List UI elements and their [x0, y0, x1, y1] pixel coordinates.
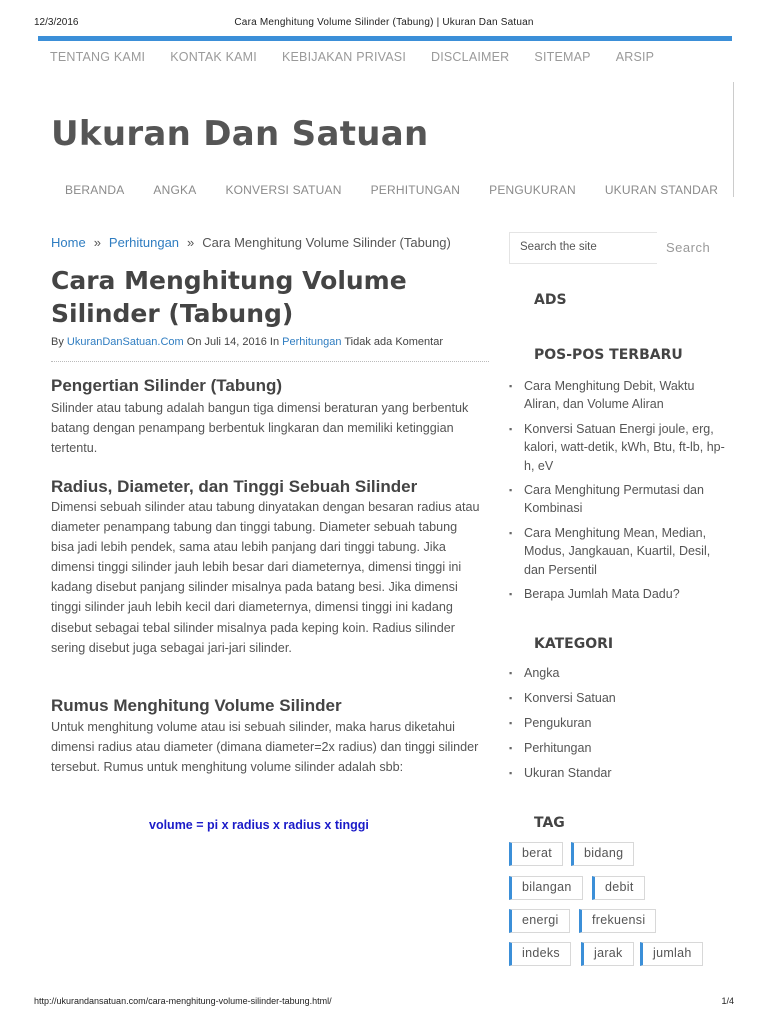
kategori-item[interactable]: ▪ Angka	[509, 664, 729, 682]
recent-post-item[interactable]: ▪ Berapa Jumlah Mata Dadu?	[509, 585, 729, 603]
mainnav-konversi-satuan[interactable]: KONVERSI SATUAN	[225, 183, 342, 197]
tag-item[interactable]: frekuensi	[579, 909, 656, 933]
mainnav-ukuran-standar[interactable]: UKURAN STANDAR	[604, 183, 719, 197]
print-page-title: Cara Menghitung Volume Silinder (Tabung) | Ukuran Dan Satuan	[234, 17, 534, 28]
tag-item[interactable]: jarak	[581, 942, 634, 966]
search-box	[509, 232, 657, 264]
mainnav-beranda[interactable]: BERANDA	[65, 183, 125, 197]
topnav-arsip[interactable]: ARSIP	[615, 50, 655, 64]
breadcrumb-category[interactable]: Perhitungan	[108, 235, 180, 250]
search-input[interactable]	[520, 241, 650, 253]
recent-posts-title: POS-POS TERBARU	[534, 347, 683, 363]
post-title: Cara Menghitung Volume Silinder (Tabung)	[51, 266, 407, 328]
top-nav	[50, 50, 679, 64]
meta-divider	[51, 361, 489, 362]
tag-item[interactable]: indeks	[509, 942, 571, 966]
tag-item[interactable]: energi	[509, 909, 570, 933]
site-title[interactable]: Ukuran Dan Satuan	[51, 114, 429, 154]
section-paragraph: Dimensi sebuah silinder atau tabung dinyatakan dengan besaran radius atau diameter penampang tabung dan tinggi tabung. Diameter sebuah tabung bisa jadi lebih pendek, sama atau lebih panjang dari tinggi tabung. Jika dimensi tinggi silinder jauh lebih besar dari diameternya, dimensi tinggi ini kadang disebut panjang silinder misalnya pada batang besi. Jika dimensi tinggi silinder jauh lebih kecil dari diameternya, dimensi tinggi ini kadang disebut sebagai tebal silinder misalnya pada keping koin. Radius silinder sering disebut juga sebagai jari-jari silinder.	[51, 500, 480, 655]
post-meta	[51, 336, 443, 348]
print-url: http://ukurandansatuan.com/cara-menghitung-volume-silinder-tabung.html/	[34, 996, 332, 1006]
topnav-disclaimer[interactable]: DISCLAIMER	[431, 50, 510, 64]
kategori-title: KATEGORI	[534, 636, 614, 652]
topnav-sitemap[interactable]: SITEMAP	[534, 50, 591, 64]
section-paragraph: Silinder atau tabung adalah bangun tiga dimensi beraturan yang berbentuk batang dengan penampang berbentuk lingkaran dan memiliki ketinggian tertentu.	[51, 401, 469, 456]
header-accent-bar	[38, 36, 732, 41]
tag-item[interactable]: debit	[592, 876, 645, 900]
tag-item[interactable]: bilangan	[509, 876, 583, 900]
mainnav-pengukuran[interactable]: PENGUKURAN	[489, 183, 576, 197]
tag-item[interactable]: bidang	[571, 842, 634, 866]
mainnav-angka[interactable]: ANGKA	[153, 183, 197, 197]
kategori-list	[509, 664, 729, 782]
meta-date: On Juli 14, 2016 In	[186, 336, 280, 348]
mainnav-perhitungan[interactable]: PERHITUNGAN	[370, 183, 461, 197]
section-heading: Pengertian Silinder (Tabung)	[51, 376, 283, 395]
kategori-item[interactable]: ▪ Konversi Satuan	[509, 689, 729, 707]
kategori-item[interactable]: ▪ Ukuran Standar	[509, 764, 729, 782]
kategori-item[interactable]: ▪ Perhitungan	[509, 739, 729, 757]
recent-posts-list	[509, 377, 729, 603]
volume-formula: volume = pi x radius x radius x tinggi	[149, 818, 369, 832]
topnav-kontak-kami[interactable]: KONTAK KAMI	[170, 50, 257, 64]
main-nav	[65, 183, 747, 197]
recent-post-item[interactable]: ▪ Cara Menghitung Permutasi dan Kombinasi	[509, 481, 729, 518]
breadcrumb-separator: »	[187, 235, 195, 250]
recent-post-item[interactable]: ▪ Cara Menghitung Debit, Waktu Aliran, dan Volume Aliran	[509, 377, 729, 414]
meta-author-link[interactable]: UkuranDanSatuan.Com	[66, 336, 184, 348]
breadcrumb-separator: »	[93, 235, 101, 250]
recent-post-item[interactable]: ▪ Konversi Satuan Energi joule, erg, kalori, watt-detik, kWh, Btu, ft-lb, hp-h, eV	[509, 420, 729, 475]
ads-widget-title: ADS	[534, 292, 567, 308]
search-button[interactable]: Search	[666, 240, 711, 255]
topnav-tentang-kami[interactable]: TENTANG KAMI	[50, 50, 146, 64]
breadcrumb-current: Cara Menghitung Volume Silinder (Tabung)	[202, 235, 451, 250]
breadcrumb	[51, 235, 451, 250]
tag-item[interactable]: jumlah	[640, 942, 703, 966]
meta-by: By	[51, 336, 64, 348]
breadcrumb-home[interactable]: Home	[51, 235, 86, 250]
tag-item[interactable]: berat	[509, 842, 563, 866]
topnav-kebijakan-privasi[interactable]: KEBIJAKAN PRIVASI	[281, 50, 406, 64]
meta-comments[interactable]: Tidak ada Komentar	[344, 336, 444, 348]
section-heading: Radius, Diameter, dan Tinggi Sebuah Silinder	[51, 477, 418, 496]
print-date: 12/3/2016	[34, 17, 79, 28]
kategori-item[interactable]: ▪ Pengukuran	[509, 714, 729, 732]
meta-category-link[interactable]: Perhitungan	[282, 336, 342, 348]
recent-post-item[interactable]: ▪ Cara Menghitung Mean, Median, Modus, Jangkauan, Kuartil, Desil, dan Persentil	[509, 524, 729, 579]
section-paragraph: Untuk menghitung volume atau isi sebuah silinder, maka harus diketahui dimensi radius atau diameter (dimana diameter=2x radius) dan tinggi silinder tersebut. Rumus untuk menghitung volume silinder adalah sbb:	[51, 720, 479, 775]
print-page-number: 1/4	[721, 996, 734, 1006]
tag-title: TAG	[534, 815, 565, 831]
section-heading: Rumus Menghitung Volume Silinder	[51, 696, 342, 715]
page-edge-divider	[733, 82, 734, 197]
